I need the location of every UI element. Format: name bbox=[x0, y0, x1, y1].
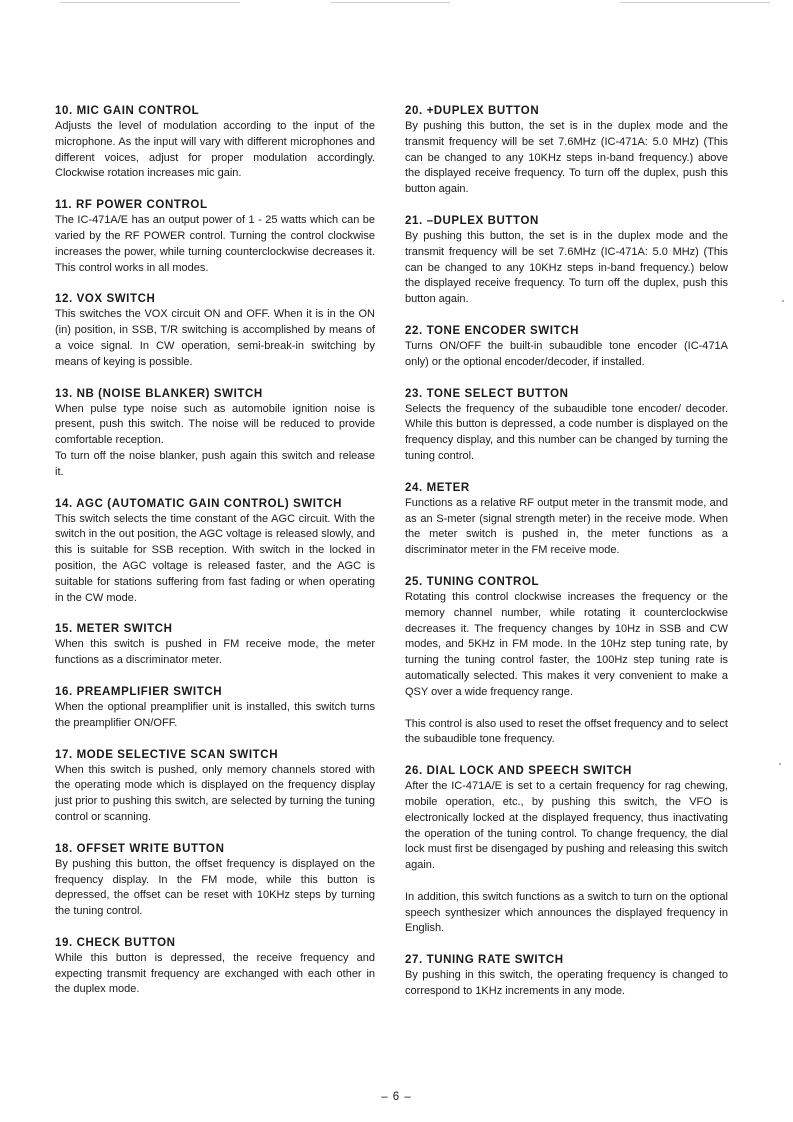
section-heading: 19. CHECK BUTTON bbox=[55, 936, 176, 949]
section-heading: 24. METER bbox=[405, 481, 470, 494]
manual-section bbox=[55, 197, 375, 276]
section-body: By pushing this button, the set is in the duplex mode and the transmit frequency will be set 7.6MHz (IC-471A: 5.0 MHz) (This can be changed to any 10KHz steps in-band frequency.) above the displayed receive frequency. To turn off the duplex, push this button again. bbox=[405, 120, 728, 196]
section-heading: 13. NB (NOISE BLANKER) SWITCH bbox=[55, 387, 263, 400]
manual-section bbox=[55, 747, 375, 826]
manual-section bbox=[55, 935, 375, 998]
section-heading: 17. MODE SELECTIVE SCAN SWITCH bbox=[55, 748, 279, 761]
section-heading: 18. OFFSET WRITE BUTTON bbox=[55, 842, 225, 855]
section-body: When pulse type noise such as automobile ignition noise is present, push this switch. The noise will be reduced to provide comfortable reception. To turn off the noise blanker, push again this switch and release it. bbox=[55, 402, 375, 478]
manual-section bbox=[405, 386, 728, 465]
section-body: Rotating this control clockwise increases the frequency or the memory channel number, while rotating it counterclockwise decreases it. The frequency changes by 10Hz in SSB and CW modes, and 5KHz in FM mode. In the 10Hz step tuning rate, by turning the tuning control faster, the 100Hz step tuning rate is automatically selected. This makes it very convenient to make a QSY over a wide frequency range. bbox=[405, 590, 728, 698]
section-heading: 16. PREAMPLIFIER SWITCH bbox=[55, 685, 223, 698]
section-body: When this switch is pushed in FM receive mode, the meter functions as a discriminator meter. bbox=[55, 638, 375, 667]
section-heading: 25. TUNING CONTROL bbox=[405, 575, 540, 588]
right-column bbox=[405, 103, 728, 1015]
scan-edge-mark bbox=[620, 2, 770, 3]
section-body: By pushing this button, the set is in the duplex mode and the transmit frequency will be set 7.6MHz (IC-471A: 5.0 MHz) (This can be changed to any 10KHz steps in-band frequency.) below the displayed receive frequency. To turn off the duplex, push this button again. bbox=[405, 229, 728, 306]
manual-section bbox=[55, 386, 375, 481]
section-heading: 23. TONE SELECT BUTTON bbox=[405, 387, 569, 400]
manual-section bbox=[405, 213, 728, 308]
manual-section bbox=[55, 684, 375, 732]
scan-speck bbox=[782, 300, 784, 302]
section-heading: 20. +DUPLEX BUTTON bbox=[405, 105, 540, 117]
section-body: Functions as a relative RF output meter in the transmit mode, and as an S-meter (signal strength meter) in the receive mode. When the meter switch is pushed in, the meter functions as a discriminator meter in the FM receive mode. bbox=[405, 496, 728, 557]
manual-section bbox=[405, 952, 728, 1000]
manual-section bbox=[405, 480, 728, 559]
section-body: When the optional preamplifier unit is installed, this switch turns the preamplifier ON/OFF. bbox=[55, 700, 375, 729]
section-body: When this switch is pushed, only memory channels stored with the operating mode which is displayed on the frequency display just prior to pushing this switch, are selected by turning the tuning control or scanning. bbox=[55, 763, 375, 823]
left-column bbox=[55, 103, 375, 1013]
section-heading: 10. MIC GAIN CONTROL bbox=[55, 105, 200, 117]
section-heading: 21. –DUPLEX BUTTON bbox=[405, 214, 539, 227]
manual-section bbox=[405, 763, 728, 937]
section-body: After the IC-471A/E is set to a certain frequency for rag chewing, mobile operation, etc., by pushing this switch, the VFO is electronically locked at the displayed frequency, thus inactivating the operation of the tuning control. To change frequency, the dial lock must first be disengaged by pushing and releasing this switch again. bbox=[405, 780, 728, 872]
section-body: Turns ON/OFF the built-in subaudible tone encoder (IC-471A only) or the optional encoder/decoder, if installed. bbox=[405, 339, 728, 368]
section-body: Selects the frequency of the subaudible tone encoder/ decoder. While this button is depressed, a code number is displayed on the frequency display, and this number can be changed by turning the tuning control. bbox=[405, 402, 728, 462]
section-heading: 14. AGC (AUTOMATIC GAIN CONTROL) SWITCH bbox=[55, 497, 343, 510]
manual-section bbox=[55, 103, 375, 182]
section-heading: 15. METER SWITCH bbox=[55, 623, 173, 636]
manual-section bbox=[405, 323, 728, 371]
scan-speck bbox=[779, 763, 781, 765]
section-heading: 26. DIAL LOCK AND SPEECH SWITCH bbox=[405, 765, 632, 778]
manual-section bbox=[55, 841, 375, 920]
section-body: By pushing this button, the offset frequency is displayed on the frequency display. In the FM mode, while this button is depressed, the offset can be reset with 10KHz steps by turning the tuning control. bbox=[55, 857, 375, 918]
scan-edge-mark bbox=[330, 2, 450, 3]
section-body: This switch selects the time constant of the AGC circuit. With the switch in the out position, the AGC voltage is released slowly, and this is suitable for SSB reception. With switch in the locked in position, the AGC voltage is released faster, and the AGC is suitable for stations suffering from fast fading or when operating in the CW mode. bbox=[55, 512, 375, 604]
section-body: This control is also used to reset the offset frequency and to select the subaudible tone frequency. bbox=[405, 717, 728, 746]
manual-section bbox=[405, 574, 728, 748]
manual-section bbox=[55, 291, 375, 370]
section-heading: 22. TONE ENCODER SWITCH bbox=[405, 324, 579, 337]
section-body: By pushing in this switch, the operating frequency is changed to correspond to 1KHz increments in any mode. bbox=[405, 969, 728, 998]
section-body: This switches the VOX circuit ON and OFF. When it is in the ON (in) position, in SSB, T/R switching is accomplished by means of a voice signal. In CW operation, semi-break-in switching by means of keying is possible. bbox=[55, 308, 375, 368]
section-heading: 12. VOX SWITCH bbox=[55, 293, 156, 306]
section-heading: 11. RF POWER CONTROL bbox=[55, 199, 208, 212]
section-body: In addition, this switch functions as a switch to turn on the optional speech synthesizer which announces the displayed frequency in English. bbox=[405, 890, 728, 935]
page-number: – 6 – bbox=[381, 1091, 412, 1103]
manual-section bbox=[55, 496, 375, 607]
manual-section bbox=[405, 103, 728, 198]
section-body: While this button is depressed, the receive frequency and expecting transmit frequency are exchanged with each other in the duplex mode. bbox=[55, 951, 375, 996]
section-heading: 27. TUNING RATE SWITCH bbox=[405, 954, 564, 967]
scan-edge-mark bbox=[60, 2, 240, 3]
manual-section bbox=[55, 621, 375, 669]
section-body: The IC-471A/E has an output power of 1 - 25 watts which can be varied by the RF POWER control. Turning the control clockwise increases the power, while turning counterclockwise decreases it. This control works in all modes. bbox=[55, 214, 375, 274]
section-body: Adjusts the level of modulation according to the input of the microphone. As the input will vary with different microphones and different voices, adjust for proper modulation accordingly. Clockwise rotation increases mic gain. bbox=[55, 120, 375, 180]
